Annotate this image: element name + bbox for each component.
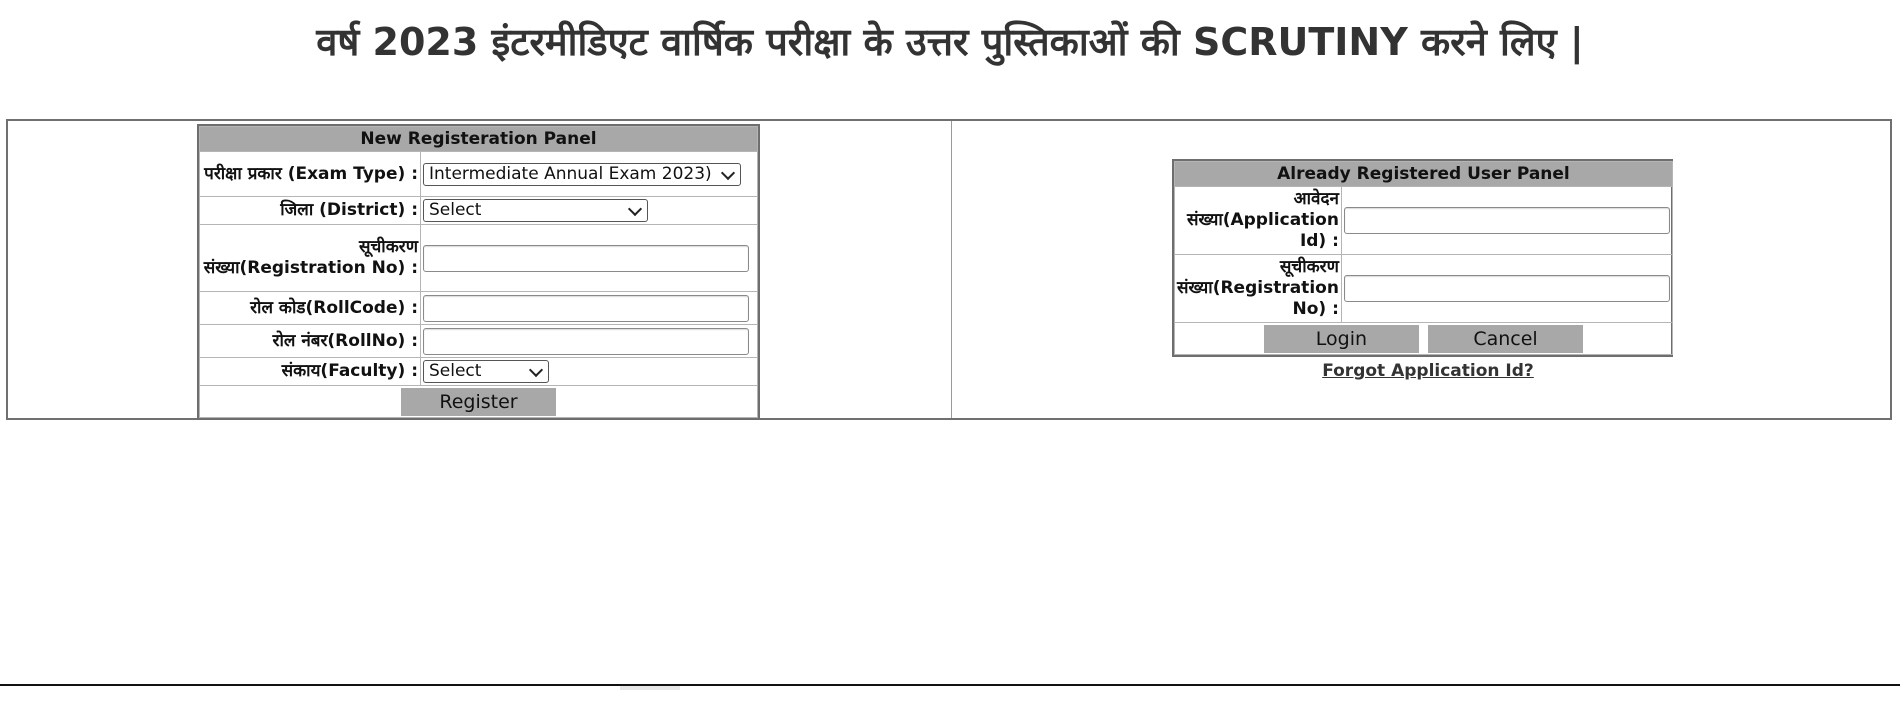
cancel-button[interactable]: Cancel — [1428, 325, 1583, 353]
login-panel-title: Already Registered User Panel — [1175, 162, 1673, 187]
registration-no-cell — [421, 225, 758, 292]
roll-no-label: रोल नंबर(RollNo) : — [200, 325, 421, 358]
exam-type-cell — [421, 152, 758, 197]
login-registration-no-input[interactable] — [1344, 275, 1670, 302]
chevron-down-icon — [529, 363, 543, 377]
login-panel — [1172, 159, 1673, 357]
exam-type-selected-value: Intermediate Annual Exam 2023) — [429, 163, 712, 184]
faculty-cell — [421, 358, 758, 386]
register-button-cell — [200, 386, 758, 418]
roll-code-label: रोल कोड(RollCode) : — [200, 292, 421, 325]
district-cell — [421, 197, 758, 225]
chevron-down-icon — [721, 165, 735, 179]
district-label: जिला (District) : — [200, 197, 421, 225]
application-id-input[interactable] — [1344, 207, 1670, 234]
roll-code-input[interactable] — [423, 295, 749, 322]
login-registration-no-label: सूचीकरण संख्या(Registration No) : — [1175, 255, 1342, 323]
login-buttons-cell — [1175, 323, 1673, 355]
footer-shadow — [620, 686, 680, 690]
faculty-select[interactable] — [423, 360, 549, 383]
login-button[interactable]: Login — [1264, 325, 1419, 353]
registration-no-input[interactable] — [423, 245, 749, 272]
new-registration-panel — [197, 124, 760, 420]
forgot-application-id-link[interactable]: Forgot Application Id? — [1322, 361, 1534, 381]
page-title: वर्ष 2023 इंटरमीडिएट वार्षिक परीक्षा के उत्तर पुस्तिकाओं की SCRUTINY करने लिए | — [316, 20, 1584, 64]
register-button[interactable]: Register — [401, 388, 556, 416]
login-registration-no-cell — [1341, 255, 1672, 323]
roll-no-cell — [421, 325, 758, 358]
forms-container — [6, 119, 1892, 420]
application-id-label: आवेदन संख्या(Application Id) : — [1175, 187, 1342, 255]
faculty-label: संकाय(Faculty) : — [200, 358, 421, 386]
registration-form-table — [199, 126, 758, 418]
roll-no-input[interactable] — [423, 328, 749, 355]
district-select[interactable] — [423, 199, 648, 222]
registration-panel-title: New Registeration Panel — [200, 127, 758, 152]
footer-divider — [0, 684, 1900, 686]
chevron-down-icon — [628, 202, 642, 216]
exam-type-select[interactable] — [423, 163, 741, 186]
login-form-table — [1174, 161, 1673, 355]
district-selected-value: Select — [429, 200, 482, 220]
faculty-selected-value: Select — [429, 361, 482, 381]
roll-code-cell — [421, 292, 758, 325]
registration-no-label: सूचीकरण संख्या(Registration No) : — [200, 225, 421, 292]
exam-type-label: परीक्षा प्रकार (Exam Type) : — [200, 152, 421, 197]
application-id-cell — [1341, 187, 1672, 255]
column-divider — [951, 121, 952, 418]
